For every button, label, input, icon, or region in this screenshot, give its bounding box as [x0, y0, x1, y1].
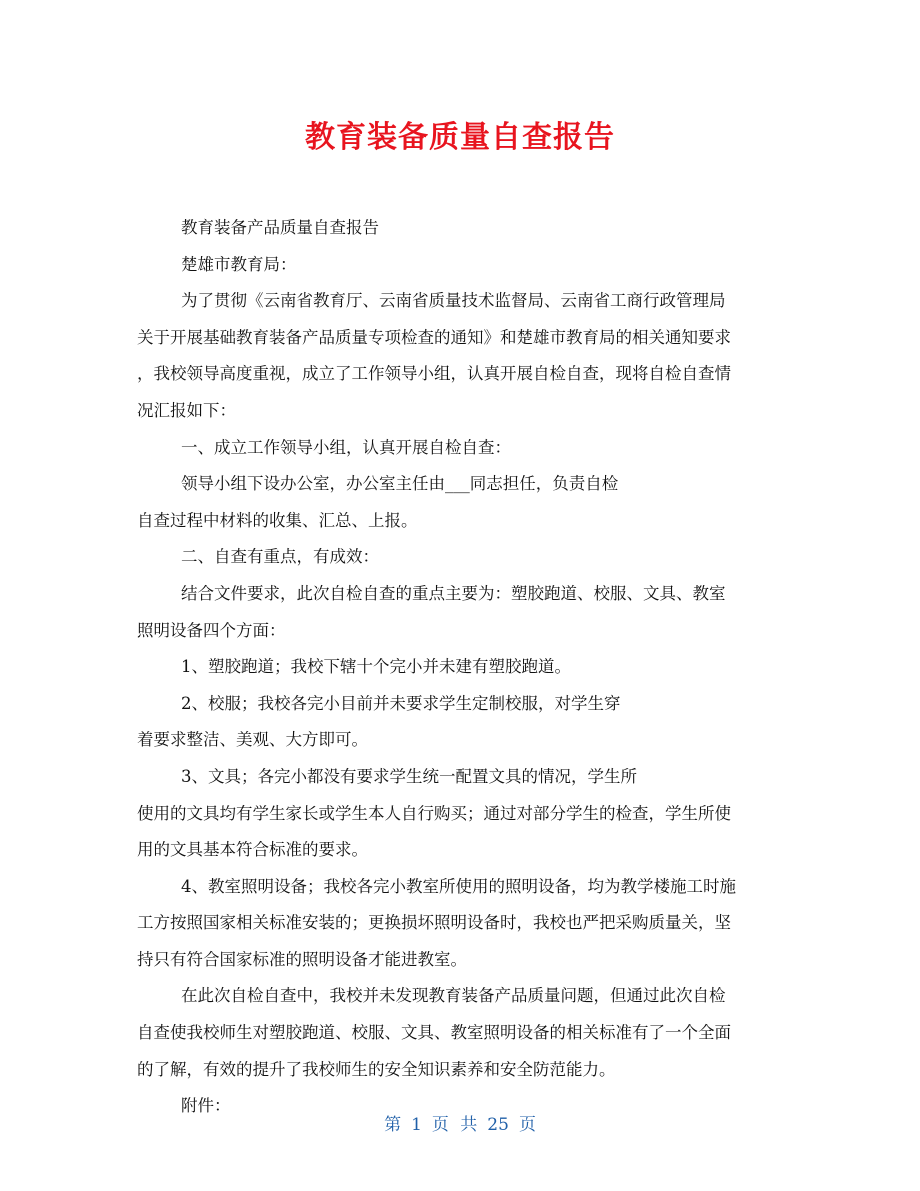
page-footer: [0, 1110, 920, 1135]
body-line: 工方按照国家相关标准安装的；更换损坏照明设备时，我校也严把采购质量关，坚: [137, 913, 731, 933]
body-line: 楚雄市教育局：: [181, 254, 297, 274]
body-line: 持只有符合国家标准的照明设备才能进教室。: [137, 949, 467, 969]
footer-suffix: 页: [518, 1115, 536, 1135]
body-line: ，我校领导高度重视，成立了工作领导小组，认真开展自检自查，现将自检自查情: [137, 364, 731, 384]
body-line: 为了贯彻《云南省教育厅、云南省质量技术监督局、云南省工商行政管理局: [181, 291, 726, 311]
body-line: 教育装备产品质量自查报告: [181, 218, 379, 237]
body-line: 附件：: [181, 1096, 231, 1116]
document-body: [137, 210, 787, 1125]
body-line: 结合文件要求，此次自检自查的重点主要为：塑胶跑道、校服、文具、教室: [181, 583, 726, 603]
body-line: 况汇报如下：: [137, 400, 236, 420]
body-line: 照明设备四个方面：: [137, 620, 286, 640]
body-line: 的了解，有效的提升了我校师生的安全知识素养和安全防范能力。: [137, 1059, 616, 1079]
body-line: 着要求整洁、美观、大方即可。: [137, 730, 368, 750]
body-line: 4、教室照明设备；我校各完小教室所使用的照明设备，均为教学楼施工时施: [181, 876, 736, 896]
footer-page-number: 1: [411, 1115, 422, 1135]
body-line: 使用的文具均有学生家长或学生本人自行购买；通过对部分学生的检查，学生所使: [137, 803, 731, 823]
body-line: 用的文具基本符合标准的要求。: [137, 840, 368, 860]
body-line: 1、塑胶跑道；我校下辖十个完小并未建有塑胶跑道。: [181, 657, 571, 677]
document-title: 教育装备质量自查报告: [305, 120, 615, 155]
body-line: 2、校服；我校各完小目前并未要求学生定制校服，对学生穿: [181, 693, 621, 713]
body-line: 二、自查有重点，有成效：: [181, 547, 379, 567]
body-line: 3、文具；各完小都没有要求学生统一配置文具的情况，学生所: [181, 766, 637, 786]
body-line: 领导小组下设办公室，办公室主任由___同志担任，负责自检: [181, 474, 619, 494]
footer-prefix: 第: [384, 1115, 402, 1135]
footer-total-pages: 25: [487, 1115, 509, 1135]
body-line: 一、成立工作领导小组，认真开展自检自查：: [181, 437, 511, 457]
body-line: 关于开展基础教育装备产品质量专项检查的通知》和楚雄市教育局的相关通知要求: [137, 327, 731, 347]
footer-middle: 页 共: [431, 1115, 478, 1135]
body-line: 自查使我校师生对塑胶跑道、校服、文具、教室照明设备的相关标准有了一个全面: [137, 1023, 731, 1043]
body-line: 在此次自检自查中，我校并未发现教育装备产品质量问题，但通过此次自检: [181, 986, 726, 1006]
body-line: 自查过程中材料的收集、汇总、上报。: [137, 510, 418, 530]
